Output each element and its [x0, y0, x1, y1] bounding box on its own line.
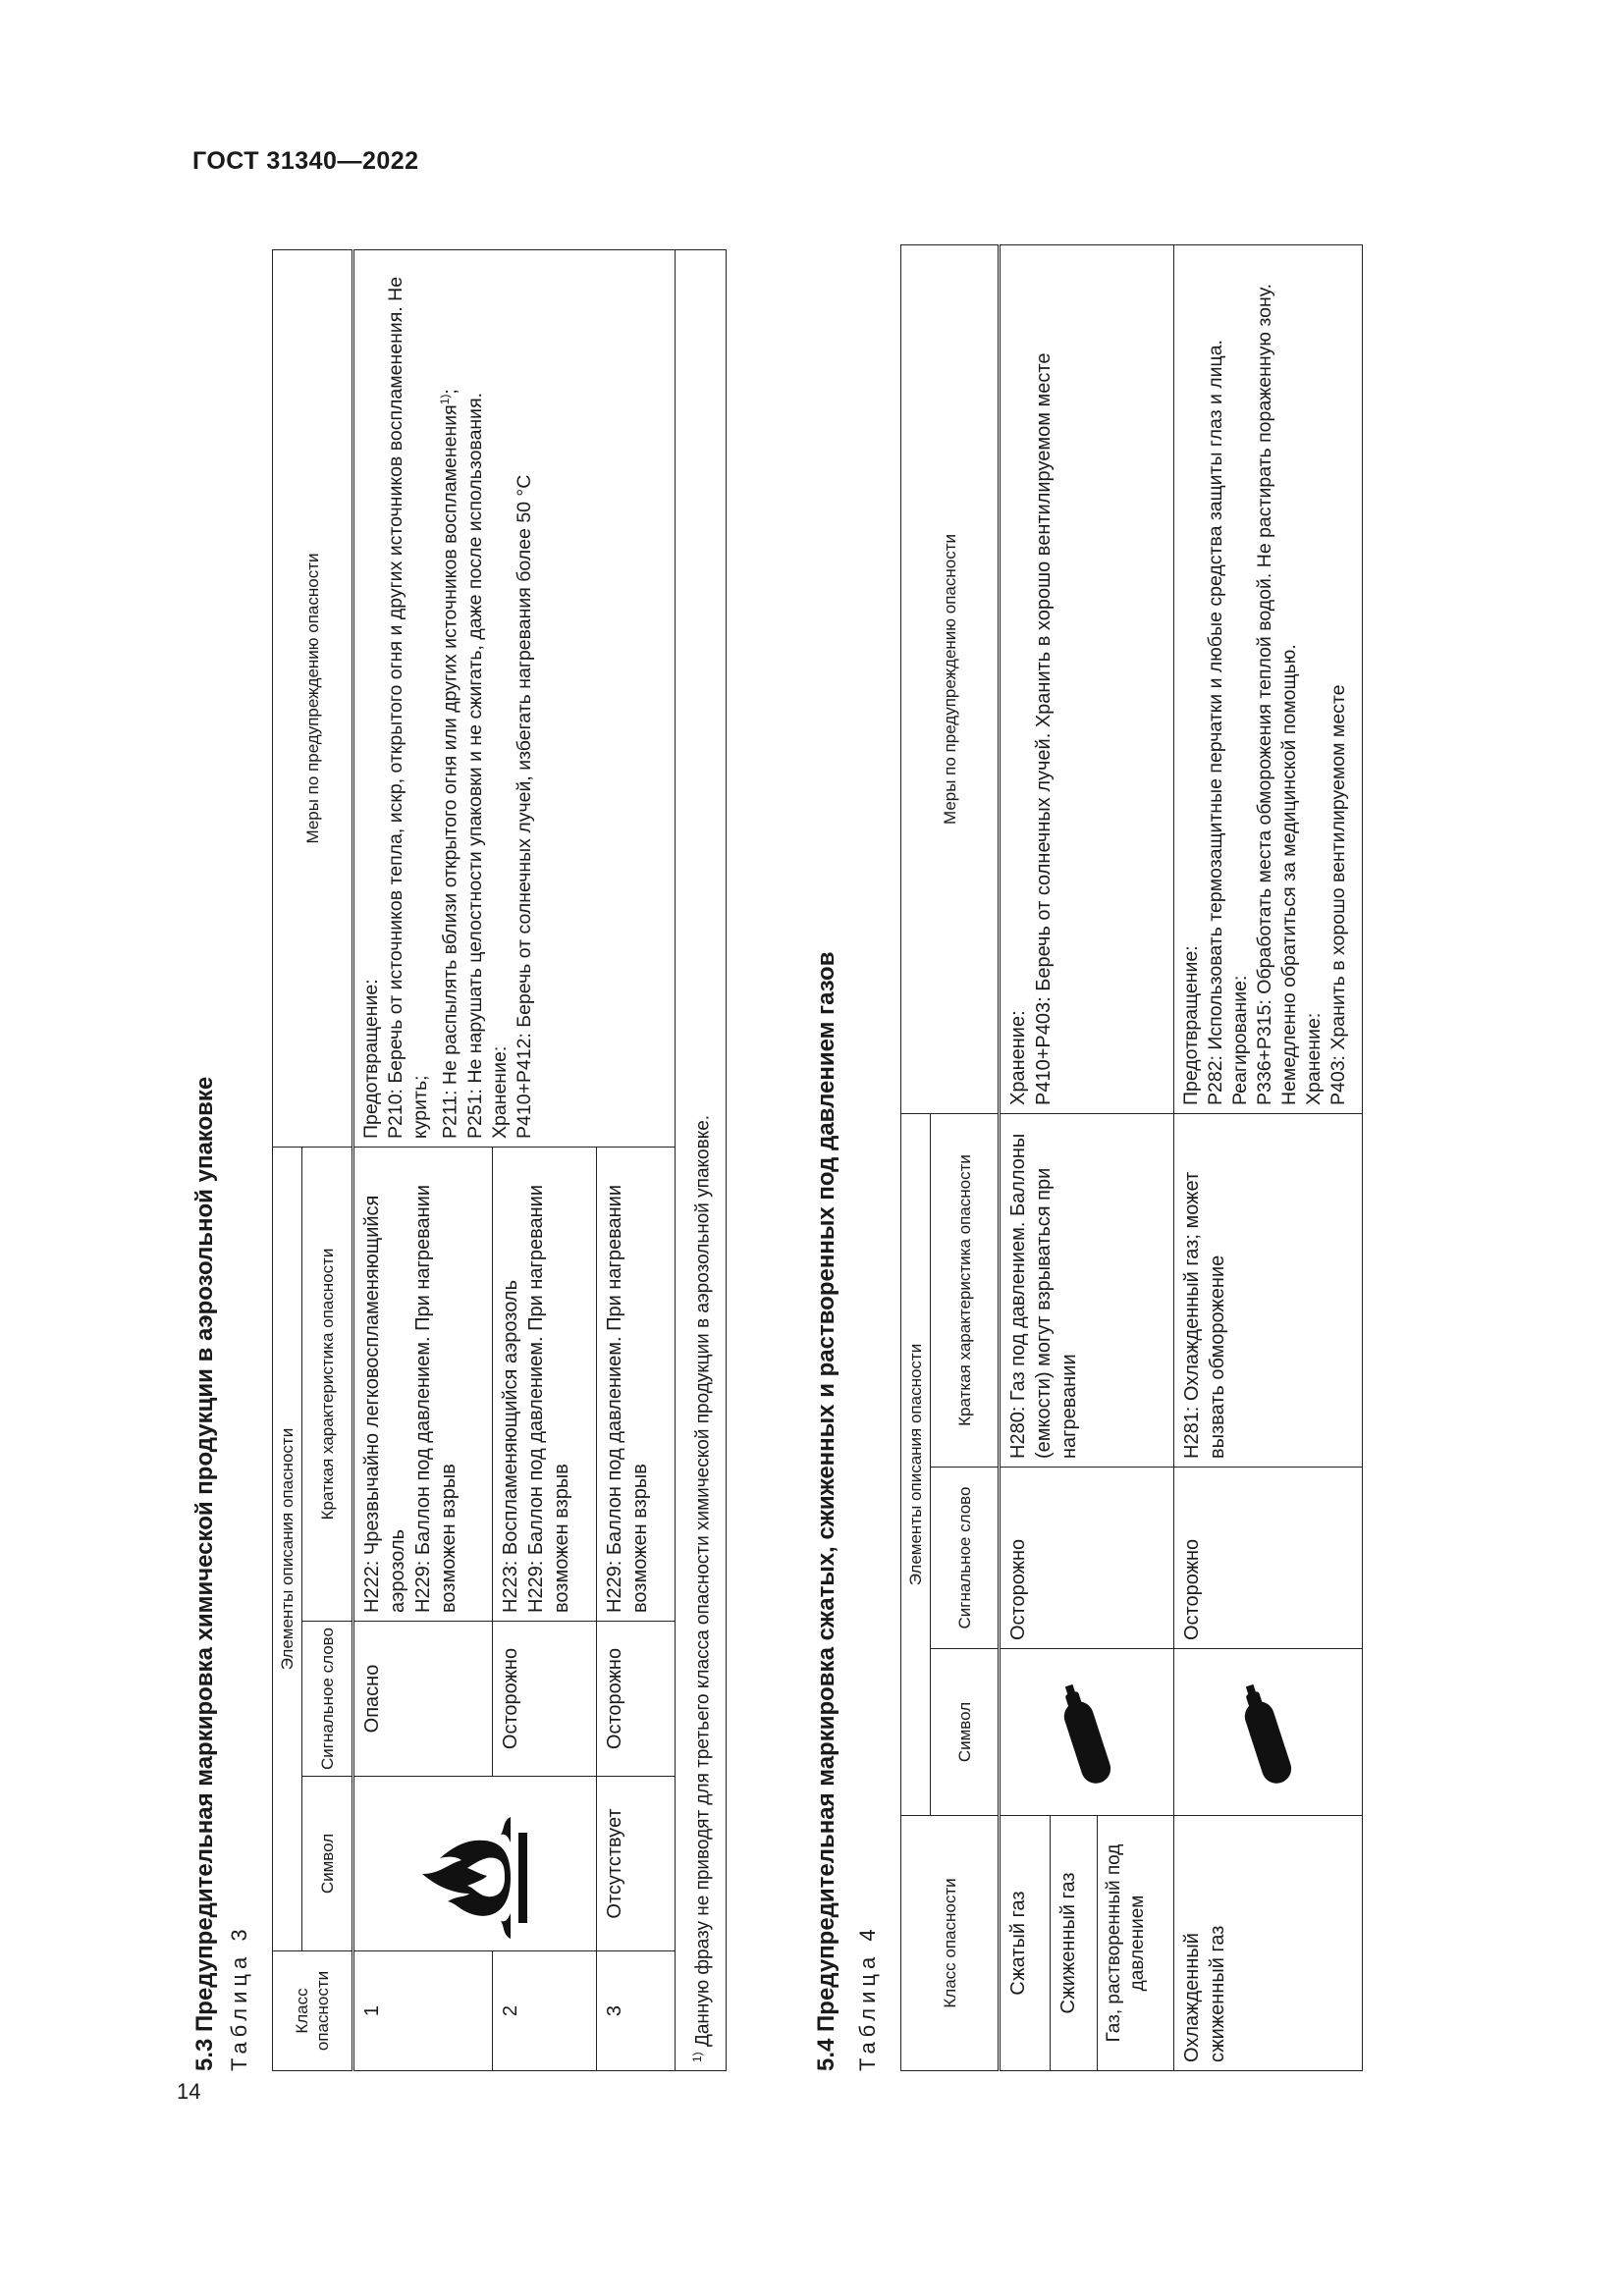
- precaution-line: Предотвращение:: [360, 979, 382, 1139]
- precaution-line: P403: Хранить в хорошо вентилируемом месте: [1327, 684, 1349, 1105]
- hazard-line: H229: Баллон под давлением. При нагревании возможен взрыв: [604, 1184, 651, 1613]
- table-4-signal-2: Осторожно: [1174, 1468, 1363, 1649]
- precaution-line: Реагирование:: [1229, 975, 1251, 1105]
- table-4-class-refrigerated: Охлажденный сжиженный газ: [1174, 1816, 1363, 2071]
- section-5-3-title: 5.3 Предупредительная маркировка химической продукции в аэрозольной упаковке: [191, 1076, 218, 2071]
- table-3-signal-3: Осторожно: [597, 1622, 676, 1777]
- table-3-header-symbol: Символ: [302, 1777, 353, 1951]
- footnote-mark: 1): [690, 2052, 705, 2062]
- precaution-line: P251: Не нарушать целостности упаковки и не сжигать, даже после использования.: [463, 392, 486, 1139]
- table-4-caption: Таблица 4: [855, 1924, 880, 2071]
- precaution-line: P336+P315: Обработать места обморожения теплой водой. Не растирать пораженную зону. Немедленно обратиться за медицинской помощью.: [1254, 284, 1300, 1105]
- table-3-hazard-3: [597, 1148, 676, 1622]
- table-3-hazard-1: [353, 1148, 493, 1622]
- table-4-header-elements: Элементы описания опасности: [901, 1114, 931, 1816]
- table-row: [1174, 245, 1363, 2071]
- precaution-line: P282: Использовать термозащитные перчатки и любые средства защиты глаз и лица.: [1205, 340, 1226, 1105]
- table-3-header-precaution: Меры по предупреждению опасности: [273, 250, 353, 1148]
- table-3: [272, 249, 727, 2071]
- precaution-line: Хранение:: [488, 1045, 511, 1139]
- table-4-header-symbol: Символ: [931, 1649, 1000, 1816]
- table-3-header-elements: Элементы описания опасности: [273, 1148, 302, 1951]
- hazard-line: H223: Воспламеняющийся аэрозоль: [500, 1279, 521, 1613]
- table-3-caption: Таблица 3: [227, 1924, 251, 2071]
- document-header: ГОСТ 31340—2022: [192, 147, 419, 175]
- table-3-signal-2: Осторожно: [493, 1622, 597, 1777]
- hazard-line: H229: Баллон под давлением. При нагревании возможен взрыв: [412, 1184, 460, 1613]
- table-row: [353, 250, 493, 2071]
- table-row: [676, 250, 727, 2071]
- table-4-class-liquefied: Сжиженный газ: [1051, 1816, 1098, 2071]
- table-4-precaution-1: [1000, 245, 1174, 1114]
- precaution-line: Хранение:: [1303, 1012, 1325, 1105]
- footnote-text: Данную фразу не приводят для третьего класса опасности химической продукции в аэрозольной упаковке.: [692, 1114, 714, 2048]
- footnote-ref: 1): [438, 394, 452, 405]
- table-3-header-hazard: Краткая характеристика опасности: [302, 1148, 353, 1622]
- table-3-precaution-merged: [353, 250, 676, 1148]
- table-4-hazard-2: H281: Охлажденный газ; может вызвать обморожение: [1174, 1114, 1363, 1468]
- table-3-header-signal: Сигнальное слово: [302, 1622, 353, 1777]
- table-4-precaution-2: [1174, 245, 1363, 1114]
- table-row: [1000, 245, 1051, 2071]
- table-4-class-compressed: Сжатый газ: [1000, 1816, 1051, 2071]
- precaution-line: P410+P403: Беречь от солнечных лучей. Хранить в хорошо вентилируемом месте: [1033, 352, 1055, 1105]
- hazard-line: H229: Баллон под давлением. При нагревании возможен взрыв: [525, 1184, 572, 1613]
- hazard-line: H222: Чрезвычайно легковоспламеняющийся аэрозоль: [361, 1195, 408, 1613]
- table-3-header-class: Класс опасности: [273, 1951, 353, 2071]
- precaution-line: [433, 258, 463, 1139]
- table-3-signal-1: Опасно: [353, 1622, 493, 1777]
- precaution-p211-end: ;: [439, 389, 461, 395]
- table-3-symbol-3: Отсутствует: [597, 1777, 676, 1951]
- table-3-footnote: [676, 250, 727, 2071]
- table-4-header-hazard: Краткая характеристика опасности: [931, 1114, 1000, 1468]
- table-4-header-signal: Сигнальное слово: [931, 1468, 1000, 1649]
- table-3-class-2: 2: [493, 1951, 597, 2071]
- table-4-hazard-1: H280: Газ под давлением. Баллоны (емкости) могут взрываться при нагревании: [1000, 1114, 1174, 1468]
- table-4-class-dissolved: Газ, растворенный под давлением: [1098, 1816, 1174, 2071]
- table-3-class-1: 1: [353, 1951, 493, 2071]
- precaution-line: P210: Беречь от источников тепла, искр, открытого огня и других источников воспламенения. Не курить;: [385, 276, 431, 1139]
- flame-icon: [353, 1777, 597, 1951]
- precaution-p211: P211: Не распылять вблизи открытого огня или других источников воспламенения: [439, 404, 461, 1139]
- table-4-signal-1: Осторожно: [1000, 1468, 1174, 1649]
- gas-cylinder-icon: [1174, 1649, 1363, 1816]
- landscape-content: [191, 226, 1492, 2071]
- table-4-header-class: Класс опасности: [901, 1816, 1000, 2071]
- precaution-line: Хранение:: [1007, 1010, 1029, 1105]
- table-3-class-3: 3: [597, 1951, 676, 2071]
- table-3-hazard-2: [493, 1148, 597, 1622]
- gas-cylinder-icon: [1000, 1649, 1174, 1816]
- table-4-header-precaution: Меры по предупреждению опасности: [901, 245, 1000, 1114]
- precaution-line: P410+P412: Беречь от солнечных лучей, избегать нагревания более 50 °С: [513, 474, 535, 1139]
- section-5-4-title: 5.4 Предупредительная маркировка сжатых, сжиженных и растворенных под давлением газов: [813, 951, 839, 2071]
- precaution-line: Предотвращение:: [1180, 945, 1202, 1105]
- page-number: 14: [177, 2079, 201, 2104]
- table-4: [900, 244, 1363, 2071]
